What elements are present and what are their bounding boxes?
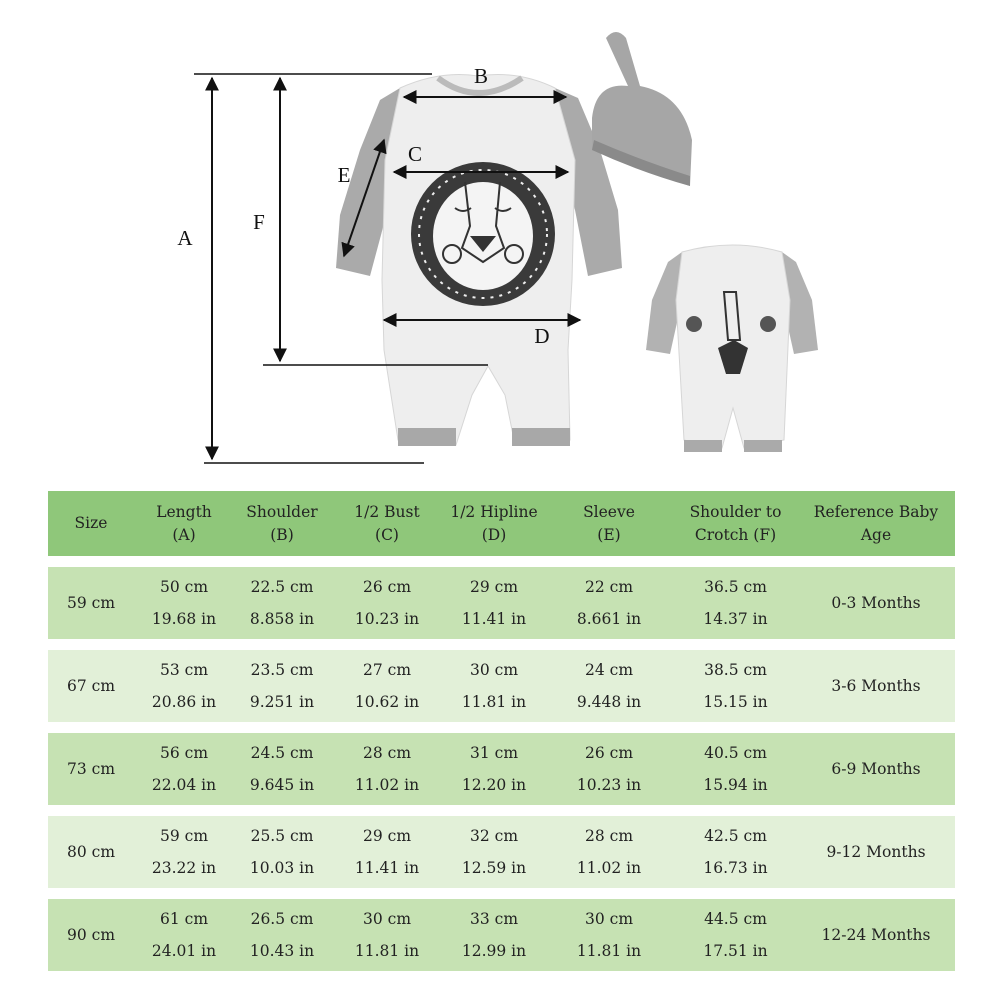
size-cell: 67 cm xyxy=(66,676,116,695)
header-sleeve: Sleeve (E) xyxy=(583,502,635,544)
size-cell: 90 cm xyxy=(66,925,116,944)
dimension-c-label: C xyxy=(407,142,423,166)
crotch-cell: 42.5 cm 16.73 in xyxy=(703,826,768,877)
header-reference-age: Reference Baby Age xyxy=(813,502,939,544)
sleeve-cell: 28 cm 11.02 in xyxy=(576,826,642,877)
header-size: Size xyxy=(74,514,108,532)
bust-cell: 28 cm 11.02 in xyxy=(354,743,420,794)
romper-back-image xyxy=(646,245,818,452)
sleeve-cell: 24 cm 9.448 in xyxy=(576,660,642,711)
shoulder-cell: 26.5 cm 10.43 in xyxy=(249,909,315,960)
age-cell: 9-12 Months xyxy=(826,842,926,861)
table-row xyxy=(48,816,955,888)
lion-face-print xyxy=(411,162,555,306)
table-row xyxy=(48,567,955,639)
length-cell: 50 cm 19.68 in xyxy=(151,577,217,628)
table-header-row xyxy=(48,491,955,556)
age-cell: 6-9 Months xyxy=(831,759,921,778)
crotch-cell: 38.5 cm 15.15 in xyxy=(703,660,768,711)
length-cell: 61 cm 24.01 in xyxy=(151,909,217,960)
hipline-cell: 32 cm 12.59 in xyxy=(461,826,527,877)
age-cell: 0-3 Months xyxy=(831,593,921,612)
sleeve-cell: 26 cm 10.23 in xyxy=(576,743,642,794)
romper-left-cuff xyxy=(398,428,456,446)
dimension-a-label: A xyxy=(177,226,193,250)
hipline-cell: 33 cm 12.99 in xyxy=(461,909,527,960)
length-cell: 56 cm 22.04 in xyxy=(151,743,217,794)
table-row xyxy=(48,650,955,722)
shoulder-cell: 23.5 cm 9.251 in xyxy=(249,660,315,711)
size-cell: 73 cm xyxy=(66,759,116,778)
bust-cell: 26 cm 10.23 in xyxy=(354,577,420,628)
age-cell: 12-24 Months xyxy=(821,925,931,944)
dimension-b-label: B xyxy=(473,64,489,88)
dimension-f-label: F xyxy=(253,210,265,234)
header-shoulder: Shoulder (B) xyxy=(246,502,318,544)
sleeve-cell: 22 cm 8.661 in xyxy=(576,577,642,628)
header-hipline: 1/2 Hipline (D) xyxy=(450,502,538,544)
hipline-cell: 30 cm 11.81 in xyxy=(461,660,527,711)
garment-measurement-diagram xyxy=(0,0,1001,480)
sleeve-cell: 30 cm 11.81 in xyxy=(576,909,642,960)
baby-hat-image xyxy=(592,32,692,186)
dimension-e-label: E xyxy=(337,163,351,187)
size-cell: 80 cm xyxy=(66,842,116,861)
bust-cell: 27 cm 10.62 in xyxy=(354,660,420,711)
size-cell: 59 cm xyxy=(66,593,116,612)
crotch-cell: 36.5 cm 14.37 in xyxy=(703,577,768,628)
header-bust: 1/2 Bust (C) xyxy=(354,502,420,544)
length-cell: 59 cm 23.22 in xyxy=(151,826,217,877)
table-row xyxy=(48,899,955,971)
header-shoulder-to-crotch: Shoulder to Crotch (F) xyxy=(689,502,782,544)
table-row xyxy=(48,733,955,805)
bust-cell: 29 cm 11.41 in xyxy=(354,826,420,877)
romper-front-image xyxy=(336,75,622,447)
shoulder-cell: 25.5 cm 10.03 in xyxy=(249,826,315,877)
age-cell: 3-6 Months xyxy=(831,676,921,695)
crotch-cell: 44.5 cm 17.51 in xyxy=(703,909,768,960)
hipline-cell: 31 cm 12.20 in xyxy=(461,743,527,794)
header-length: Length (A) xyxy=(156,502,212,544)
romper-right-cuff xyxy=(512,428,570,446)
shoulder-cell: 22.5 cm 8.858 in xyxy=(249,577,315,628)
bust-cell: 30 cm 11.81 in xyxy=(354,909,420,960)
shoulder-cell: 24.5 cm 9.645 in xyxy=(249,743,315,794)
length-cell: 53 cm 20.86 in xyxy=(151,660,217,711)
dimension-d-label: D xyxy=(534,324,550,348)
hipline-cell: 29 cm 11.41 in xyxy=(461,577,527,628)
crotch-cell: 40.5 cm 15.94 in xyxy=(703,743,768,794)
size-chart-table xyxy=(48,491,955,971)
